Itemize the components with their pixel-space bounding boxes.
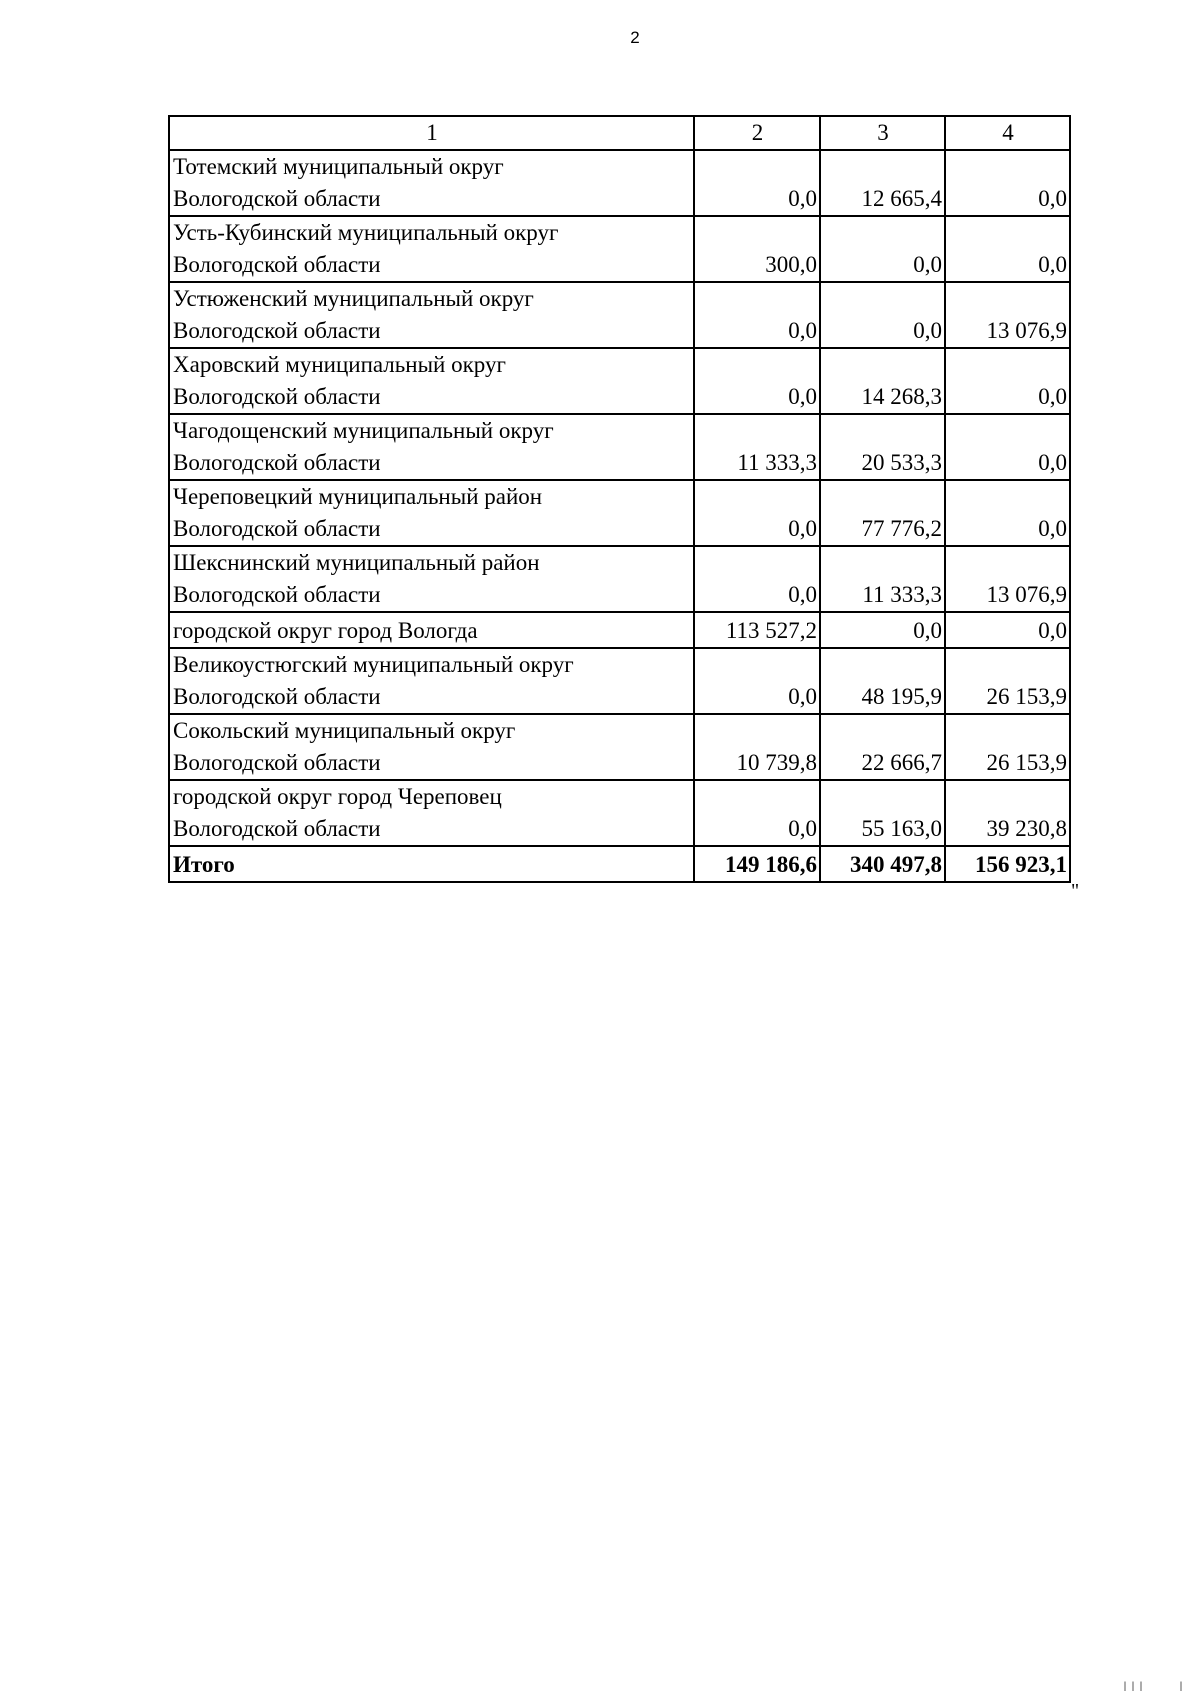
value-column-3: 48 195,9 [820,648,945,714]
value-column-3: 12 665,4 [820,150,945,216]
value-column-3: 20 533,3 [820,414,945,480]
value-column-2: 0,0 [694,150,820,216]
column-header-2: 2 [694,116,820,150]
value-column-4: 26 153,9 [945,648,1070,714]
value-column-2: 10 739,8 [694,714,820,780]
value-column-2: 0,0 [694,648,820,714]
value-column-2: 113 527,2 [694,612,820,648]
column-header-4: 4 [945,116,1070,150]
table-row [169,282,1070,348]
value-column-4: 13 076,9 [945,282,1070,348]
table-header-row [169,116,1070,150]
page-number: 2 [630,28,640,47]
value-column-3: 11 333,3 [820,546,945,612]
value-column-2: 0,0 [694,282,820,348]
table-row [169,414,1070,480]
value-column-4: 0,0 [945,612,1070,648]
value-column-4: 0,0 [945,216,1070,282]
value-column-2: 0,0 [694,546,820,612]
municipality-name: Харовский муниципальный округ Вологодской области [169,348,694,414]
value-column-2: 300,0 [694,216,820,282]
value-column-4: 0,0 [945,414,1070,480]
value-column-3: 22 666,7 [820,714,945,780]
municipality-name: Шекснинский муниципальный район Вологодской области [169,546,694,612]
value-column-3: 55 163,0 [820,780,945,846]
municipality-name: Тотемский муниципальный округ Вологодской области [169,150,694,216]
value-column-4: 0,0 [945,480,1070,546]
table-row [169,714,1070,780]
value-column-4: 13 076,9 [945,546,1070,612]
column-header-3: 3 [820,116,945,150]
column-header-1: 1 [169,116,694,150]
value-column-4: 26 153,9 [945,714,1070,780]
municipality-name: Сокольский муниципальный округ Вологодской области [169,714,694,780]
value-column-3: 77 776,2 [820,480,945,546]
table-row [169,546,1070,612]
table-row [169,648,1070,714]
value-column-2: 0,0 [694,348,820,414]
municipality-name: Череповецкий муниципальный район Вологодской области [169,480,694,546]
municipality-name: Великоустюгский муниципальный округ Вологодской области [169,648,694,714]
municipality-name: городской округ город Череповец Вологодской области [169,780,694,846]
value-column-4: 39 230,8 [945,780,1070,846]
total-label: Итого [169,846,694,882]
table-row [169,612,1070,648]
total-column-4: 156 923,1 [945,846,1070,882]
allocation-table [168,115,1071,883]
municipality-name: Усть-Кубинский муниципальный округ Вологодской области [169,216,694,282]
value-column-3: 0,0 [820,612,945,648]
scan-edge-marks: ||| | [1121,1682,1186,1693]
total-column-3: 340 497,8 [820,846,945,882]
table-row [169,348,1070,414]
value-column-4: 0,0 [945,348,1070,414]
table-row [169,780,1070,846]
value-column-4: 0,0 [945,150,1070,216]
municipality-name: Устюженский муниципальный округ Вологодской области [169,282,694,348]
value-column-3: 14 268,3 [820,348,945,414]
table-row [169,150,1070,216]
table-row [169,216,1070,282]
total-column-2: 149 186,6 [694,846,820,882]
value-column-2: 0,0 [694,780,820,846]
value-column-3: 0,0 [820,216,945,282]
value-column-3: 0,0 [820,282,945,348]
total-row [169,846,1070,882]
value-column-2: 0,0 [694,480,820,546]
municipality-name: городской округ город Вологда [169,612,694,648]
table-row [169,480,1070,546]
municipality-name: Чагодощенский муниципальный округ Вологодской области [169,414,694,480]
value-column-2: 11 333,3 [694,414,820,480]
closing-quote-mark: " [1071,880,1080,902]
